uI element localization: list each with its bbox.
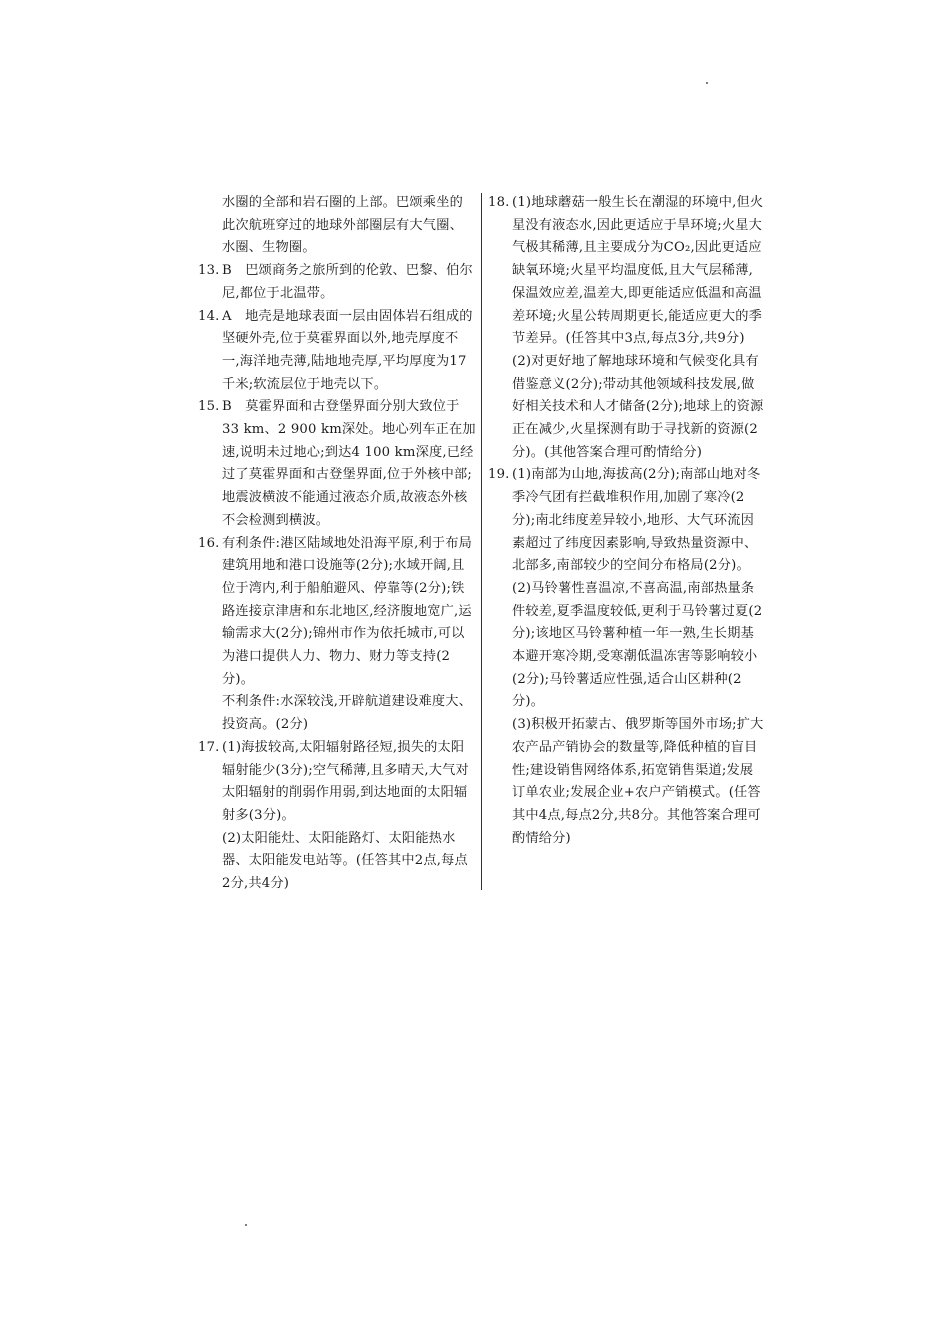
question-number: 17. xyxy=(198,739,220,755)
answer-text: B 巴颂商务之旅所到的伦敦、巴黎、伯尔尼,都位于北温带。 xyxy=(222,263,473,301)
question-number: 18. xyxy=(488,195,510,210)
question-16 xyxy=(198,533,476,737)
answer-text: A 地壳是地球表面一层由固体岩石组成的坚硬外壳,位于莫霍界面以外,地壳厚度不一,海洋地壳薄,陆地地壳厚,平均厚度为17千米;软流层位于地壳以下。 xyxy=(222,308,473,392)
question-number: 13. xyxy=(198,263,220,279)
column-divider xyxy=(481,193,482,890)
left-column xyxy=(198,192,476,896)
question-number: 14. xyxy=(198,308,220,324)
answer-text: (1)海拔较高,太阳辐射路径短,损失的太阳辐射能少(3分);空气稀薄,且多晴天,大气对太阳辐射的削弱作用弱,到达地面的太阳辐射多(3分)。 xyxy=(222,739,469,823)
question-number: 19. xyxy=(488,467,510,483)
question-number: 15. xyxy=(198,399,220,415)
answer-subpart: (2)马铃薯性喜温凉,不喜高温,南部热量条件较差,夏季温度较低,更利于马铃薯过夏(2分);该地区马铃薯种植一年一熟,生长期基本避开寒冷期,受寒潮低温冻害等影响较小(2分);马铃薯适应性强,适合山区耕种(2分)。 xyxy=(512,580,763,710)
scan-speck xyxy=(706,82,708,84)
q12-continuation: 水圈的全部和岩石圈的上部。巴颂乘坐的此次航班穿过的地球外部圈层有大气圈、水圈、生物圈。 xyxy=(222,195,463,256)
answer-subpart: (2)对更好地了解地球环境和气候变化具有借鉴意义(2分);带动其他领域科技发展,做好相关技术和人才储备(2分);地球上的资源正在减少,火星探测有助于寻找新的资源(2分)。(其他答案合理可酌情给分) xyxy=(512,353,764,460)
answer-text: (1)南部为山地,海拔高(2分);南部山地对冬季冷气团有拦截堆积作用,加剧了寒冷(2分);南北纬度差异较小,地形、大气环流因素超过了纬度因素影响,导致热量资源中、北部多,南部较少的空间分布格局(2分)。 xyxy=(512,467,761,574)
answer-subpart: 不利条件:水深较浅,开辟航道建设难度大、投资高。(2分) xyxy=(222,694,473,733)
question-17 xyxy=(198,737,476,896)
answer-text: B 莫霍界面和古登堡界面分别大致位于33 km、2 900 km深处。地心列车正在加速,说明未过地心;到达4 100 km深度,已经过了莫霍界面和古登堡界面,位于外核中部;地震波横波不能通过液态介质,故液态外核不会检测到横波。 xyxy=(222,399,476,528)
answer-text: 有利条件:港区陆域地处沿海平原,利于布局建筑用地和港口设施等(2分);水域开阔,且位于湾内,利于船舶避风、停靠等(2分);铁路连接京津唐和东北地区,经济腹地宽广,运输需求大(2分);锦州市作为依托城市,可以为港口提供人力、物力、财力等支持(2分)。 xyxy=(222,535,473,687)
question-15 xyxy=(198,396,476,532)
question-18 xyxy=(488,192,764,464)
question-14 xyxy=(198,306,476,397)
answer-subpart: (2)太阳能灶、太阳能路灯、太阳能热水器、太阳能发电站等。(任答其中2点,每点2分,共4分) xyxy=(222,830,468,892)
right-column xyxy=(488,192,764,850)
question-number: 16. xyxy=(198,535,220,551)
question-19 xyxy=(488,464,764,850)
scan-speck xyxy=(245,1224,247,1226)
answer-subpart: (3)积极开拓蒙古、俄罗斯等国外市场;扩大农产品产销协会的数量等,降低种植的盲目性;建设销售网络体系,拓宽销售渠道;发展订单农业;发展企业+农户产销模式。(任答其中4点,每点2分,共8分。其他答案合理可酌情给分) xyxy=(512,717,764,846)
question-13 xyxy=(198,260,476,305)
answer-text: (1)地球蘑菇一般生长在潮湿的环境中,但火星没有液态水,因此更适应于旱环境;火星大气极其稀薄,且主要成分为CO₂,因此更适应缺氧环境;火星平均温度低,且大气层稀薄,保温效应差,温差大,即更能适应低温和高温差环境;火星公转周期更长,能适应更大的季节差异。(任答其中3点,每点3分,共9分) xyxy=(512,195,764,347)
